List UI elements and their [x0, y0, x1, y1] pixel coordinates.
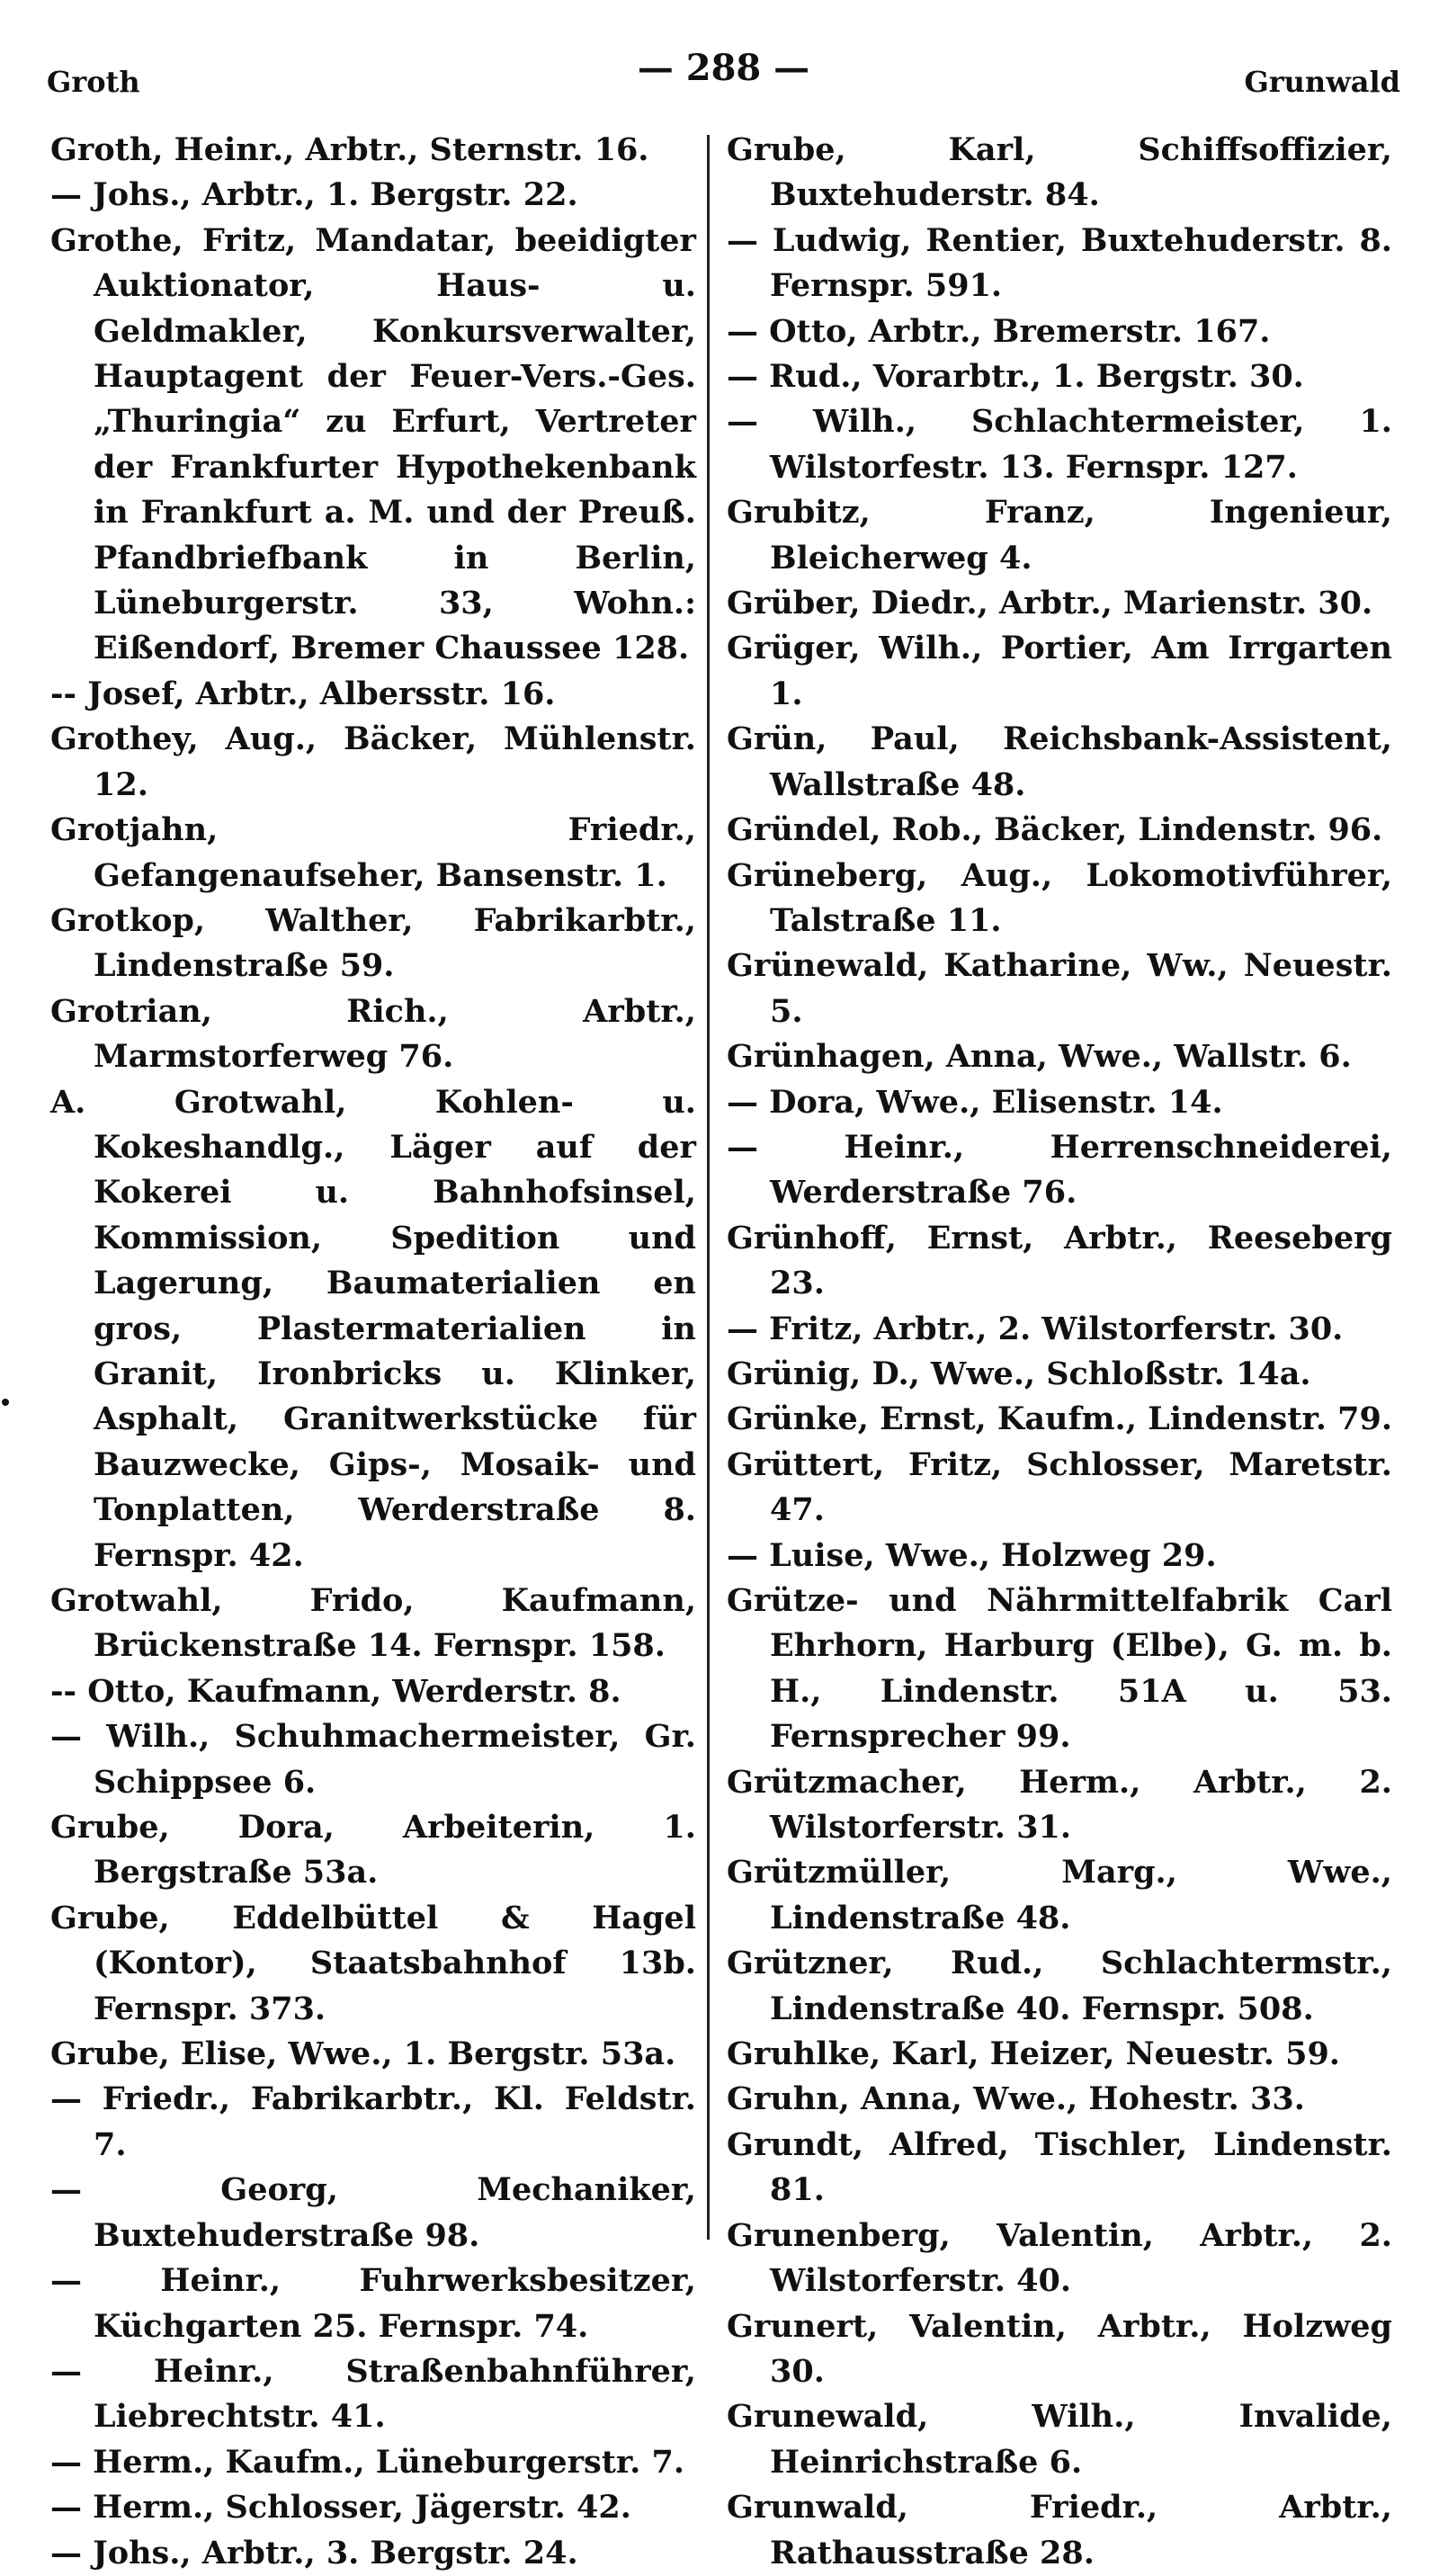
- directory-entry: Grüger, Wilh., Portier, Am Irrgarten 1.: [727, 630, 1392, 712]
- directory-entry: — Johs., Arbtr., 3. Bergstr. 24.: [50, 2534, 578, 2572]
- left-column: [50, 128, 696, 2576]
- directory-entry: — Fritz, Arbtr., 2. Wilstorferstr. 30.: [727, 1310, 1344, 1347]
- directory-entry: Grotrian, Rich., Arbtr., Marmstorferweg 76.: [50, 992, 696, 1076]
- directory-entry: Grüttert, Fritz, Schlosser, Maretstr. 47.: [727, 1445, 1392, 1529]
- directory-entry: — Rud., Vorarbtr., 1. Bergstr. 30.: [727, 358, 1304, 396]
- directory-entry: — Wilh., Schlachtermeister, 1. Wilstorfestr. 13. Fernspr. 127.: [727, 403, 1392, 486]
- directory-entry: Grotjahn, Friedr., Gefangenaufseher, Bansenstr. 1.: [50, 811, 696, 894]
- directory-entry: Grothey, Aug., Bäcker, Mühlenstr. 12.: [50, 720, 696, 803]
- directory-entry: -- Josef, Arbtr., Albersstr. 16.: [50, 675, 556, 712]
- directory-entry: — Heinr., Straßenbahnführer, Liebrechtstr. 41.: [50, 2352, 696, 2436]
- directory-entry: Grubitz, Franz, Ingenieur, Bleicherweg 4.: [727, 494, 1392, 577]
- directory-entry: Grütze- und Nährmittelfabrik Carl Ehrhorn, Harburg (Elbe), G. m. b. H., Lindenstr. 51A u. 53. Fernsprecher 99.: [727, 1582, 1392, 1756]
- directory-entry: Grützmacher, Herm., Arbtr., 2. Wilstorferstr. 31.: [727, 1763, 1392, 1847]
- directory-entry: Grünke, Ernst, Kaufm., Lindenstr. 79.: [727, 1400, 1393, 1438]
- directory-entry: Gründel, Rob., Bäcker, Lindenstr. 96.: [727, 811, 1383, 849]
- directory-entry: Groth, Heinr., Arbtr., Sternstr. 16.: [50, 131, 649, 168]
- directory-entry: Gruhlke, Karl, Heizer, Neuestr. 59.: [727, 2035, 1340, 2073]
- directory-entry: Grunert, Valentin, Arbtr., Holzweg 30.: [727, 2307, 1392, 2390]
- directory-entry: Grundt, Alfred, Tischler, Lindenstr. 81.: [727, 2125, 1392, 2209]
- directory-entry: Grunwald, Friedr., Arbtr., Rathausstraße 28.: [727, 2489, 1392, 2572]
- directory-entry: Grunenberg, Valentin, Arbtr., 2. Wilstorferstr. 40.: [727, 2216, 1392, 2300]
- running-head-right: Grunwald: [1244, 65, 1400, 99]
- directory-entry: Grünhagen, Anna, Wwe., Wallstr. 6.: [727, 1038, 1352, 1076]
- directory-entry: Grotwahl, Frido, Kaufmann, Brückenstraße 14. Fernspr. 158.: [50, 1582, 696, 1665]
- directory-entry: — Herm., Schlosser, Jägerstr. 42.: [50, 2489, 631, 2527]
- directory-entry: Grützmüller, Marg., Wwe., Lindenstraße 48.: [727, 1854, 1392, 1936]
- directory-entry: -- Otto, Kaufmann, Werderstr. 8.: [50, 1672, 621, 1710]
- directory-entry: Grützner, Rud., Schlachtermstr., Lindenstraße 40. Fernspr. 508.: [727, 1945, 1392, 2027]
- directory-entry: Grünig, D., Wwe., Schloßstr. 14a.: [727, 1355, 1311, 1392]
- directory-entry: — Ludwig, Rentier, Buxtehuderstr. 8. Fernspr. 591.: [727, 221, 1392, 305]
- directory-entry: Grün, Paul, Reichsbank-Assistent, Wallstraße 48.: [727, 720, 1392, 803]
- directory-entry: Grube, Eddelbüttel & Hagel (Kontor), Staatsbahnhof 13b. Fernspr. 373.: [50, 1899, 696, 2027]
- directory-entry: — Dora, Wwe., Elisenstr. 14.: [727, 1083, 1223, 1121]
- directory-entry: Grüneberg, Aug., Lokomotivführer, Talstraße 11.: [727, 856, 1392, 939]
- directory-entry: Grube, Elise, Wwe., 1. Bergstr. 53a.: [50, 2035, 676, 2073]
- print-speck: [2, 1399, 9, 1406]
- column-divider: [707, 135, 710, 2240]
- right-column: [727, 128, 1392, 2576]
- page-number: — 288 —: [637, 47, 810, 89]
- directory-entry: — Georg, Mechaniker, Buxtehuderstraße 98.: [50, 2171, 696, 2254]
- directory-entry: — Otto, Arbtr., Bremerstr. 167.: [727, 312, 1271, 350]
- directory-entry: — Johs., Arbtr., 1. Bergstr. 22.: [50, 176, 578, 214]
- directory-entry: Grotkop, Walther, Fabrikarbtr., Lindenstraße 59.: [50, 901, 696, 985]
- directory-entry: Grube, Karl, Schiffsoffizier, Buxtehuderstr. 84.: [727, 131, 1392, 214]
- directory-entry: Gruhn, Anna, Wwe., Hohestr. 33.: [727, 2080, 1305, 2118]
- directory-entry: Grube, Dora, Arbeiterin, 1. Bergstraße 53a.: [50, 1809, 696, 1892]
- directory-entry: — Heinr., Herrenschneiderei, Werderstraße 76.: [727, 1128, 1392, 1212]
- directory-entry: Grünhoff, Ernst, Arbtr., Reeseberg 23.: [727, 1219, 1392, 1302]
- directory-entry: — Herm., Kaufm., Lüneburgerstr. 7.: [50, 2443, 685, 2481]
- directory-entry: — Luise, Wwe., Holzweg 29.: [727, 1536, 1217, 1574]
- page-header: [47, 38, 1400, 99]
- directory-entry: — Heinr., Fuhrwerksbesitzer, Küchgarten 25. Fernspr. 74.: [50, 2262, 696, 2345]
- directory-entry: — Friedr., Fabrikarbtr., Kl. Feldstr. 7.: [50, 2080, 696, 2163]
- directory-entry: Grunewald, Wilh., Invalide, Heinrichstraße 6.: [727, 2398, 1392, 2481]
- running-head-left: Groth: [47, 65, 140, 99]
- directory-entry: A. Grotwahl, Kohlen- u. Kokeshandlg., Läger auf der Kokerei u. Bahnhofsinsel, Kommission, Spedition und Lagerung, Baumaterialien en gros, Plastermaterialien in Granit, Ironbricks u. Klinker, Asphalt, Granitwerkstücke für Bauzwecke, Gips-, Mosaik- und Tonplatten, Werderstraße 8. Fernspr. 42.: [50, 1083, 696, 1574]
- directory-entry: Grüber, Diedr., Arbtr., Marienstr. 30.: [727, 585, 1373, 622]
- directory-entry: Grünewald, Katharine, Ww., Neuestr. 5.: [727, 947, 1392, 1030]
- directory-entry: Grothe, Fritz, Mandatar, beeidigter Auktionator, Haus- u. Geldmakler, Konkursverwalter, Hauptagent der Feuer-Vers.-Ges. „Thuringia“ zu Erfurt, Vertreter der Frankfurter Hypothekenbank in Frankfurt a. M. und der Preuß. Pfandbriefbank in Berlin, Lüneburgerstr. 33, Wohn.: Eißendorf, Bremer Chaussee 128.: [50, 221, 696, 667]
- directory-entry: — Wilh., Schuhmachermeister, Gr. Schippsee 6.: [50, 1718, 696, 1801]
